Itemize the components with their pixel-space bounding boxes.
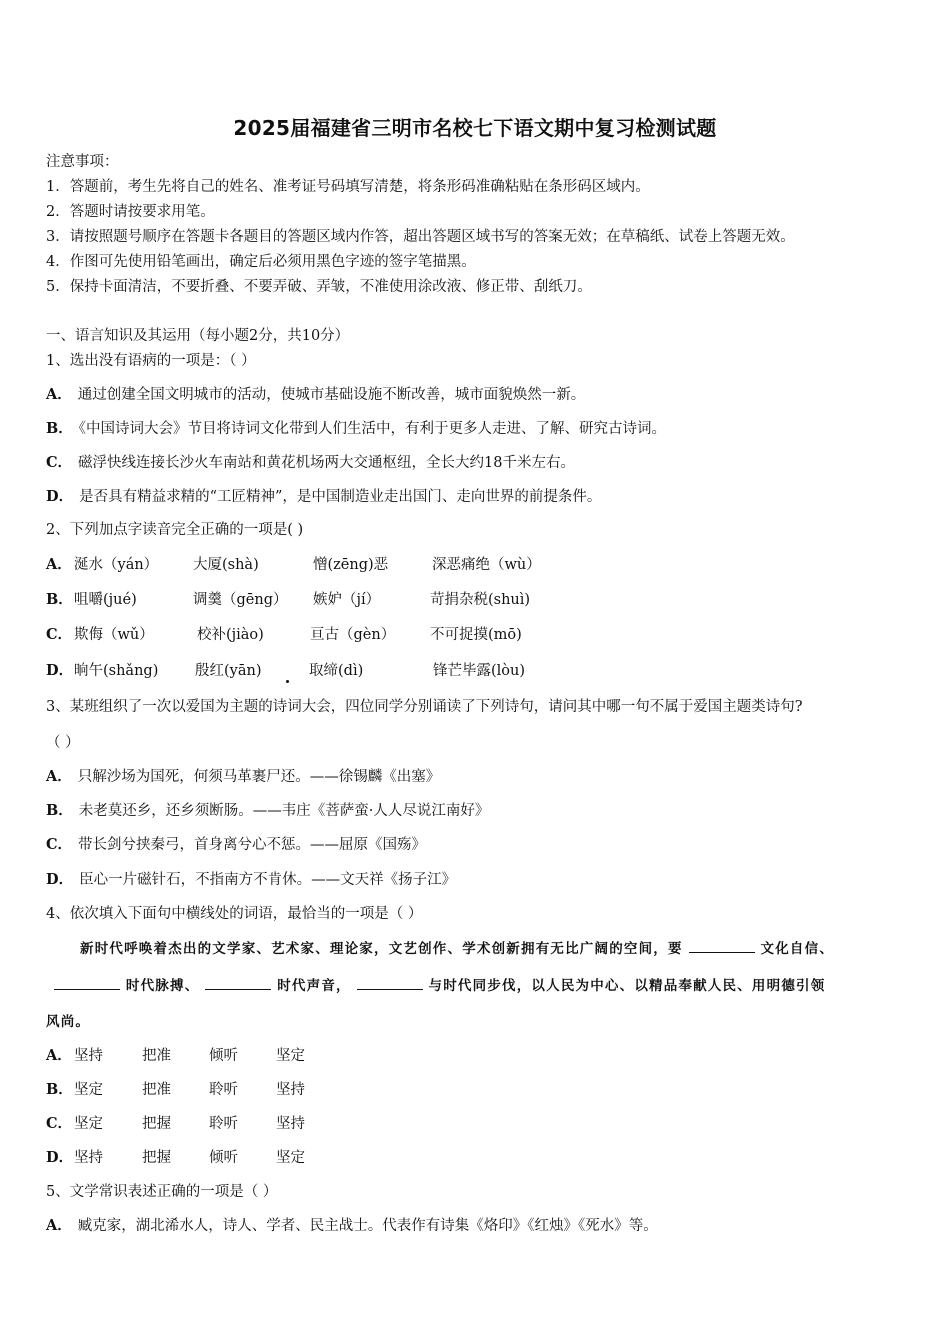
- option-cell: 校补(jiào): [197, 627, 264, 643]
- question-stem: 5、文学常识表述正确的一项是（ ）: [46, 1184, 278, 1200]
- passage-line: [54, 975, 825, 996]
- option-cell: 坚定: [276, 1150, 305, 1166]
- option-cell: 把准: [142, 1048, 171, 1064]
- option-letter: B．: [46, 591, 73, 608]
- notice-item: 5．保持卡面清洁，不要折叠、不要弄破、弄皱，不准使用涂改液、修正带、刮纸刀。: [46, 279, 592, 295]
- option-cell: 把准: [142, 1082, 171, 1098]
- option-cell: 坚持: [74, 1150, 103, 1166]
- option-letter: A．: [46, 386, 72, 403]
- answer-option: [46, 870, 456, 890]
- option-cell: 聆听: [209, 1082, 238, 1098]
- option-cell: 把握: [142, 1116, 171, 1132]
- question-stem-cont: （ ）: [46, 735, 80, 751]
- option-letter: D．: [46, 871, 74, 888]
- fill-blank: [205, 975, 271, 990]
- option-letter: C．: [46, 836, 73, 853]
- option-text: 是否具有精益求精的“工匠精神”，是中国制造业走出国门、走向世界的前提条件。: [79, 489, 602, 505]
- notice-item: 2．答题时请按要求用笔。: [46, 204, 215, 220]
- option-text: 未老莫还乡，还乡须断肠。——韦庄《菩萨蛮·人人尽说江南好》: [78, 803, 490, 819]
- emphasis-dot: [286, 680, 289, 683]
- option-text: 只解沙场为国死，何须马革裹尸还。——徐锡麟《出塞》: [77, 769, 441, 785]
- option-letter: D．: [46, 662, 74, 679]
- option-cell: 欺侮（wǔ）: [74, 627, 154, 643]
- question-stem: 2、下列加点字读音完全正确的一项是( ): [46, 522, 304, 538]
- passage-line: [80, 938, 834, 959]
- option-cell: 坚定: [74, 1082, 103, 1098]
- option-cell: 憎(zēng)恶: [313, 557, 389, 573]
- option-cell: 殷红(yān): [195, 663, 262, 679]
- option-cell: 坚定: [74, 1116, 103, 1132]
- question-stem: 4、依次填入下面句中横线处的词语，最恰当的一项是（ ）: [46, 906, 423, 922]
- option-cell: 嫉妒（jí）: [313, 592, 381, 608]
- option-letter: A．: [46, 768, 72, 785]
- answer-option: [46, 767, 440, 787]
- page-title: 2025届福建省三明市名校七下语文期中复习检测试题: [233, 116, 717, 140]
- option-cell: 调羹（gēng）: [193, 592, 288, 608]
- option-text: 带长剑兮挟秦弓，首身离兮心不惩。——屈原《国殇》: [78, 837, 427, 853]
- option-cell: 亘古（gèn）: [310, 627, 396, 643]
- option-letter: A．: [46, 556, 72, 573]
- option-cell: 坚持: [276, 1082, 305, 1098]
- option-text: 臣心一片磁针石，不指南方不肯休。——文天祥《扬子江》: [79, 872, 457, 888]
- fill-blank: [689, 938, 755, 953]
- option-cell: 苛捐杂税(shuì): [430, 592, 531, 608]
- option-text: 《中国诗词大会》节目将诗词文化带到人们生活中，有利于更多人走进、了解、研究古诗词。: [78, 421, 667, 437]
- option-cell: 晌午(shǎng): [74, 663, 159, 679]
- option-cell: 咀嚼(jué): [74, 592, 137, 608]
- answer-option: [46, 385, 585, 405]
- fill-blank: [357, 975, 423, 990]
- passage-text: 新时代呼唤着杰出的文学家、艺术家、理论家，文艺创作、学术创新拥有无比广阔的空间，要: [80, 941, 683, 957]
- option-cell: 涎水（yán）: [74, 557, 159, 573]
- option-letter: D．: [46, 1149, 74, 1166]
- passage-text: 时代脉搏、: [125, 978, 200, 994]
- option-letter: A．: [46, 1047, 72, 1064]
- answer-option: [46, 487, 601, 507]
- question-stem: 3、某班组织了一次以爱国为主题的诗词大会，四位同学分别诵读了下列诗句，请问其中哪一句不属于爱国主题类诗句?: [46, 699, 803, 715]
- question-stem: 1、选出没有语病的一项是：（ ）: [46, 353, 256, 369]
- option-letter: C．: [46, 626, 73, 643]
- option-cell: 坚定: [276, 1048, 305, 1064]
- passage-text: 文化自信、: [760, 941, 835, 957]
- answer-option: [46, 453, 575, 473]
- notice-item: 1．答题前，考生先将自己的姓名、准考证号码填写清楚，将条形码准确粘贴在条形码区域内。: [46, 179, 650, 195]
- option-letter: D．: [46, 488, 74, 505]
- option-text: 磁浮快线连接长沙火车南站和黄花机场两大交通枢纽，全长大约18千米左右。: [78, 455, 575, 471]
- option-cell: 不可捉摸(mō): [430, 627, 522, 643]
- option-cell: 坚持: [276, 1116, 305, 1132]
- notice-heading: 注意事项：: [46, 154, 119, 170]
- notice-item: 3．请按照题号顺序在答题卡各题目的答题区域内作答，超出答题区域书写的答案无效；在草稿纸、试卷上答题无效。: [46, 229, 795, 245]
- answer-option: [46, 835, 426, 855]
- option-cell: 深恶痛绝（wù）: [432, 557, 541, 573]
- fill-blank: [54, 975, 120, 990]
- answer-option: [46, 1216, 658, 1236]
- option-cell: 锋芒毕露(lòu): [433, 663, 526, 679]
- option-cell: 倾听: [209, 1048, 238, 1064]
- answer-option: [46, 801, 489, 821]
- option-letter: B．: [46, 420, 73, 437]
- option-text: 通过创建全国文明城市的活动，使城市基础设施不断改善，城市面貌焕然一新。: [77, 387, 586, 403]
- option-letter: A．: [46, 1217, 72, 1234]
- passage-text: 与时代同步伐，以人民为中心、以精品奉献人民、用明德引领: [428, 978, 826, 994]
- option-letter: C．: [46, 1115, 73, 1132]
- section-heading: 一、语言知识及其运用（每小题2分，共10分）: [46, 328, 350, 344]
- option-cell: 大厦(shà): [193, 557, 259, 573]
- option-cell: 聆听: [209, 1116, 238, 1132]
- option-cell: 倾听: [209, 1150, 238, 1166]
- passage-text: 时代声音，: [277, 978, 351, 994]
- option-letter: C．: [46, 454, 73, 471]
- notice-item: 4．作图可先使用铅笔画出，确定后必须用黑色字迹的签字笔描黑。: [46, 254, 476, 270]
- option-cell: 坚持: [74, 1048, 103, 1064]
- passage-text: 风尚。: [46, 1014, 91, 1030]
- option-cell: 取缔(dì): [309, 663, 364, 679]
- option-letter: B．: [46, 802, 73, 819]
- option-cell: 把握: [142, 1150, 171, 1166]
- option-letter: B．: [46, 1081, 73, 1098]
- answer-option: [46, 419, 666, 439]
- option-text: 臧克家，湖北浠水人，诗人、学者、民主战士。代表作有诗集《烙印》《红烛》《死水》等。: [77, 1218, 658, 1234]
